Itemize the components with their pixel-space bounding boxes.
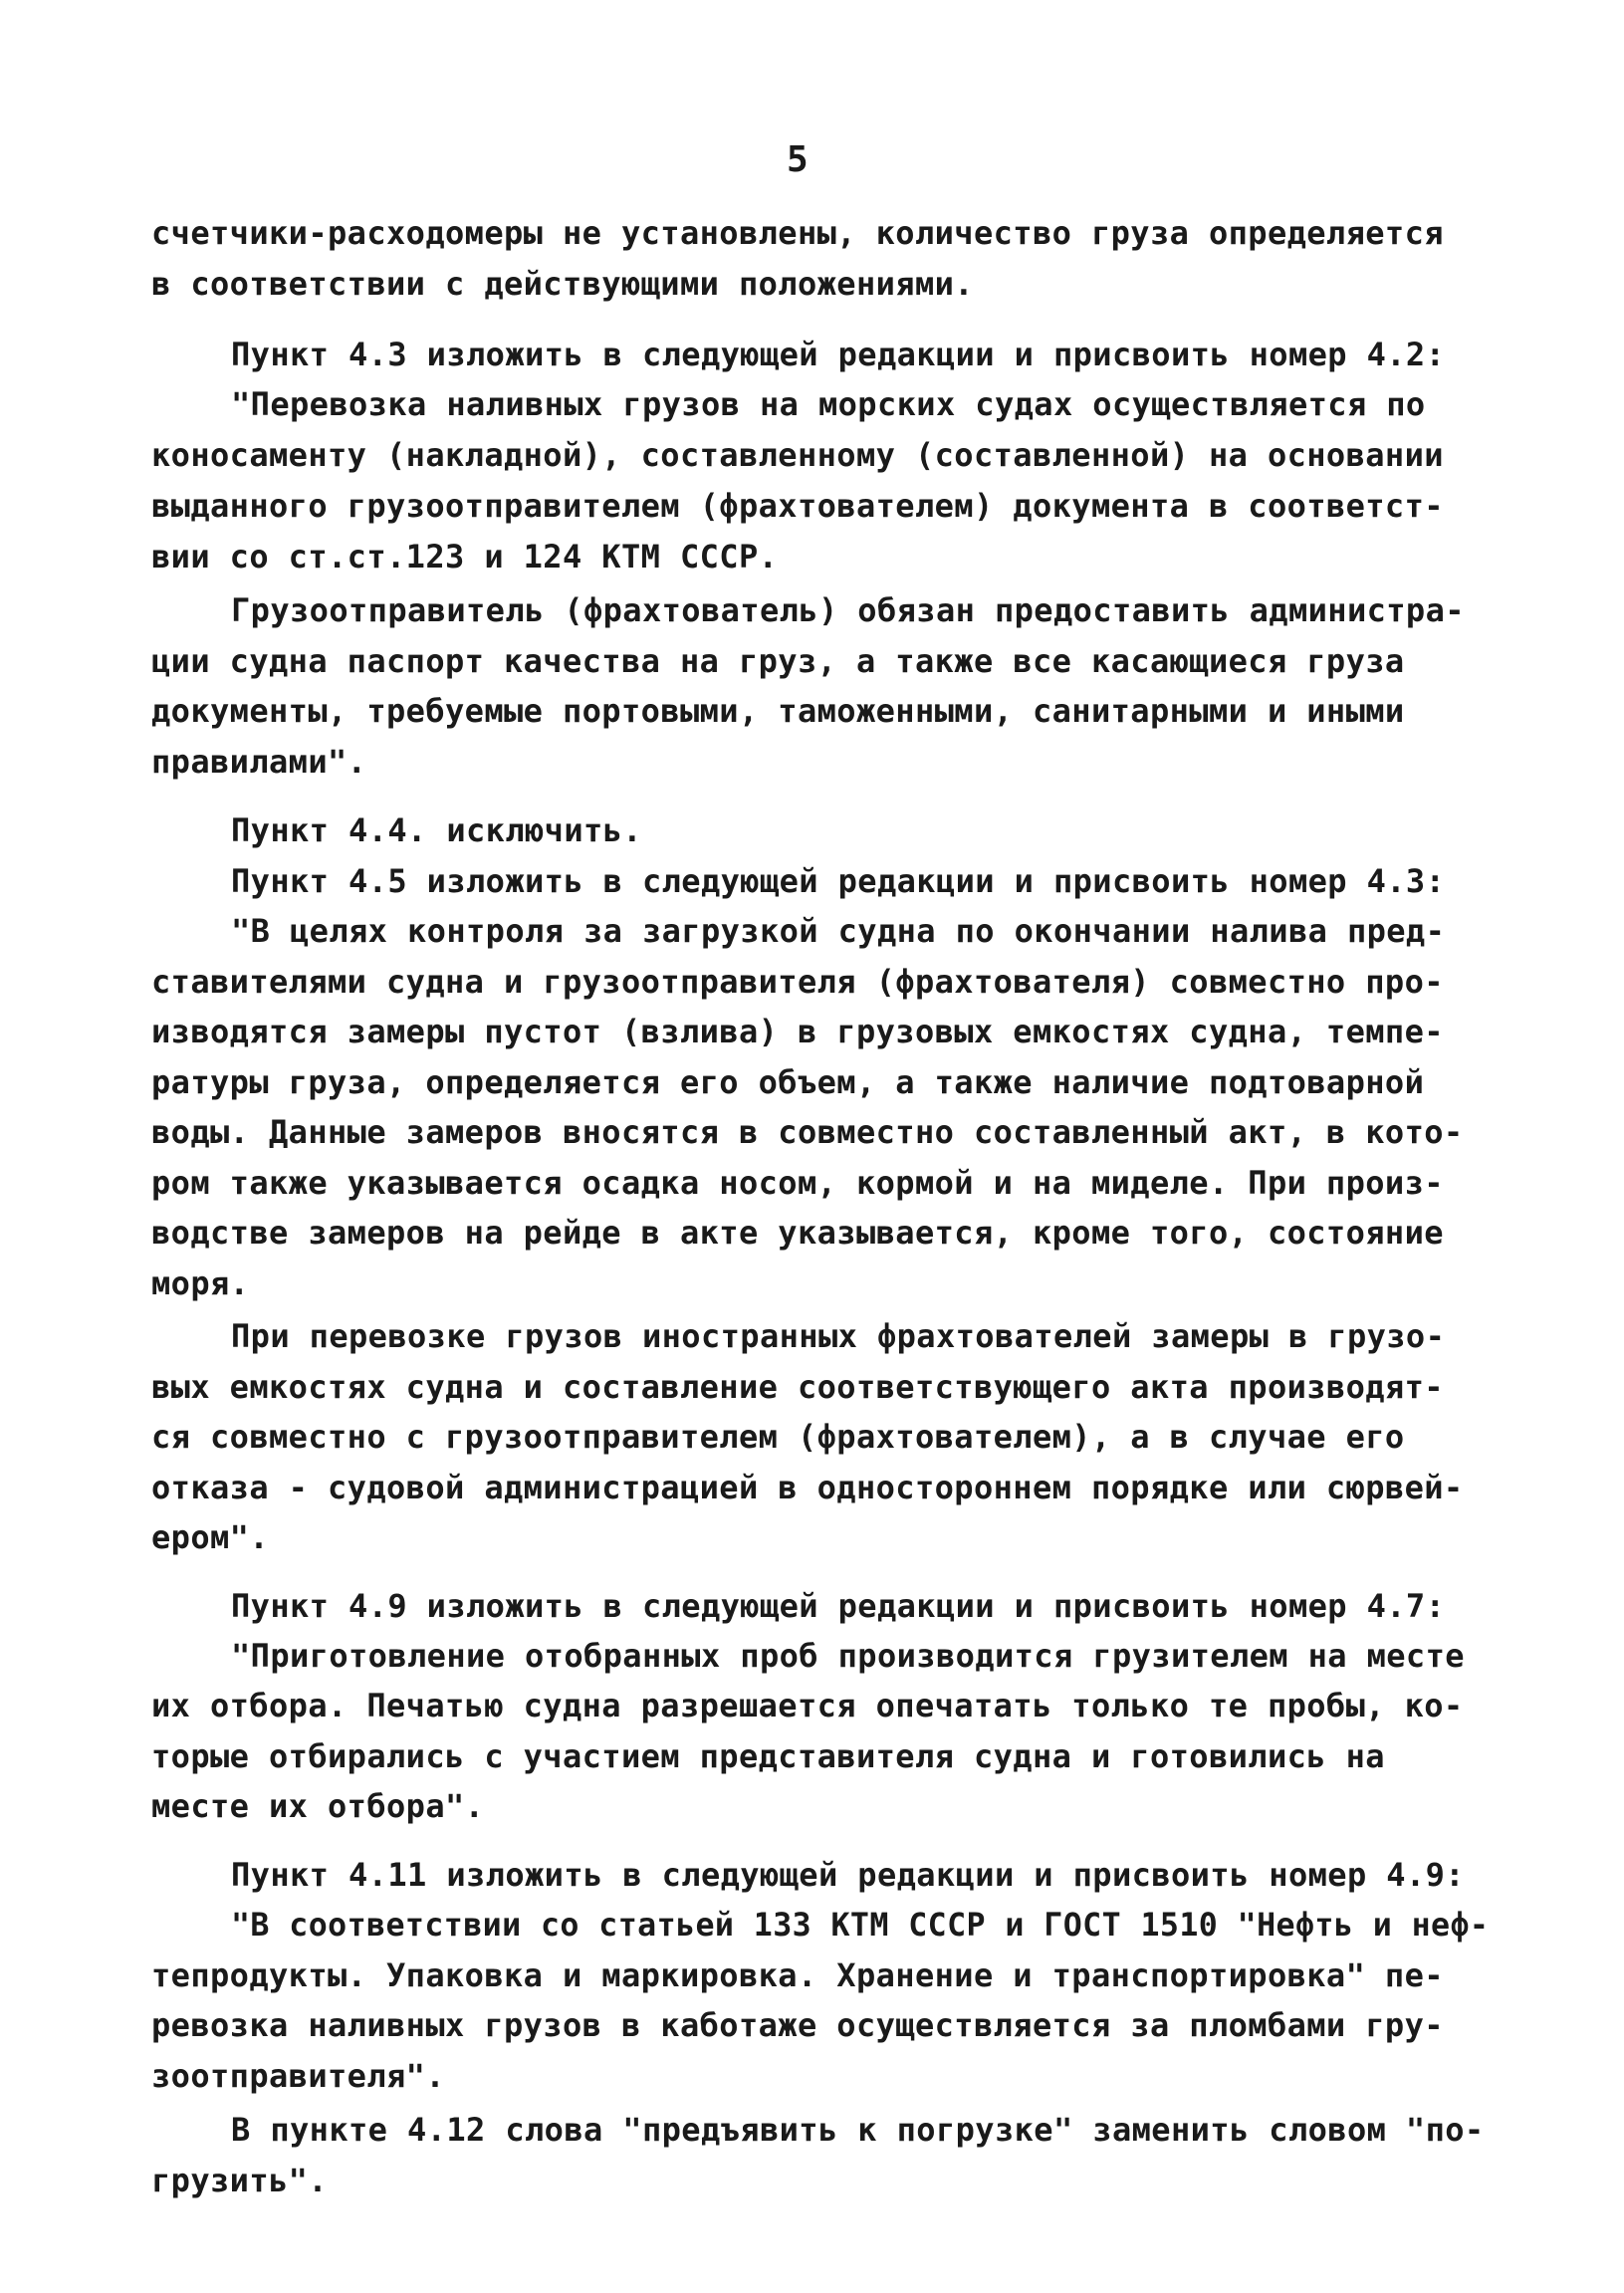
text-line: ставителями судна и грузоотправителя (фрахтователя) совместно про- [151, 963, 1444, 1001]
text-line: Пункт 4.9 изложить в следующей редакции и присвоить номер 4.7: [231, 1587, 1446, 1625]
text-line: ции судна паспорт качества на груз, а также все касающиеся груза [151, 642, 1405, 680]
text-line: Пункт 4.4. исключить. [231, 811, 642, 849]
text-line: воды. Данные замеров вносятся в совместно составленный акт, в кото- [151, 1113, 1464, 1151]
text-line: ером". [151, 1518, 269, 1556]
text-line: тепродукты. Упаковка и маркировка. Хранение и транспортировка" пе- [151, 1956, 1444, 1994]
text-line: изводятся замеры пустот (взлива) в грузовых емкостях судна, темпе- [151, 1013, 1444, 1050]
text-line: отказа - судовой администрацией в одностороннем порядке или сюрвей- [151, 1469, 1464, 1506]
text-line: грузить". [151, 2162, 328, 2199]
text-line: ся совместно с грузоотправителем (фрахтователем), а в случае его [151, 1418, 1405, 1456]
text-line: вых емкостях судна и составление соответствующего акта производят- [151, 1368, 1444, 1406]
page-number: 5 [787, 139, 809, 180]
text-line: "В целях контроля за загрузкой судна по окончании налива пред- [231, 912, 1446, 950]
text-line: месте их отбора". [151, 1787, 485, 1825]
text-line: При перевозке грузов иностранных фрахтователей замеры в грузо- [231, 1317, 1446, 1355]
text-line: ревозка наливных грузов в каботаже осуществляется за пломбами гру- [151, 2006, 1444, 2044]
text-line: правилами". [151, 743, 367, 781]
text-line: водстве замеров на рейде в акте указывается, кроме того, состояние [151, 1214, 1444, 1252]
text-line: выданного грузоотправителем (фрахтователем) документа в соответст- [151, 487, 1444, 525]
text-line: торые отбирались с участием представителя судна и готовились на [151, 1737, 1385, 1775]
text-line: вии со ст.ст.123 и 124 КТМ СССР. [151, 538, 779, 575]
text-line: ратуры груза, определяется его объем, а также наличие подтоварной [151, 1063, 1425, 1101]
text-line: В пункте 4.12 слова "предъявить к погрузке" заменить словом "по- [231, 2111, 1485, 2149]
text-line: Пункт 4.3 изложить в следующей редакции и присвоить номер 4.2: [231, 336, 1446, 373]
text-line: в соответствии с действующими положениями. [151, 265, 974, 303]
text-line: "В соответствии со статьей 133 КТМ СССР и ГОСТ 1510 "Нефть и неф- [231, 1906, 1490, 1944]
text-line: Пункт 4.11 изложить в следующей редакции и присвоить номер 4.9: [231, 1856, 1465, 1894]
text-line: Грузоотправитель (фрахтователь) обязан предоставить администра- [231, 591, 1465, 629]
text-line: счетчики-расходомеры не установлены, количество груза определяется [151, 214, 1444, 252]
text-line: моря. [151, 1264, 250, 1302]
text-line: зоотправителя". [151, 2057, 445, 2095]
text-line: коносаменту (накладной), составленному (составленной) на основании [151, 436, 1444, 474]
text-line: их отбора. Печатью судна разрешается опечатать только те пробы, ко- [151, 1687, 1464, 1724]
text-line: "Приготовление отобранных проб производится грузителем на месте [231, 1637, 1465, 1675]
text-line: "Перевозка наливных грузов на морских судах осуществляется по [231, 385, 1426, 423]
text-line: Пункт 4.5 изложить в следующей редакции и присвоить номер 4.3: [231, 862, 1446, 900]
text-line: документы, требуемые портовыми, таможенными, санитарными и иными [151, 692, 1405, 730]
text-line: ром также указывается осадка носом, кормой и на миделе. При произ- [151, 1164, 1444, 1202]
